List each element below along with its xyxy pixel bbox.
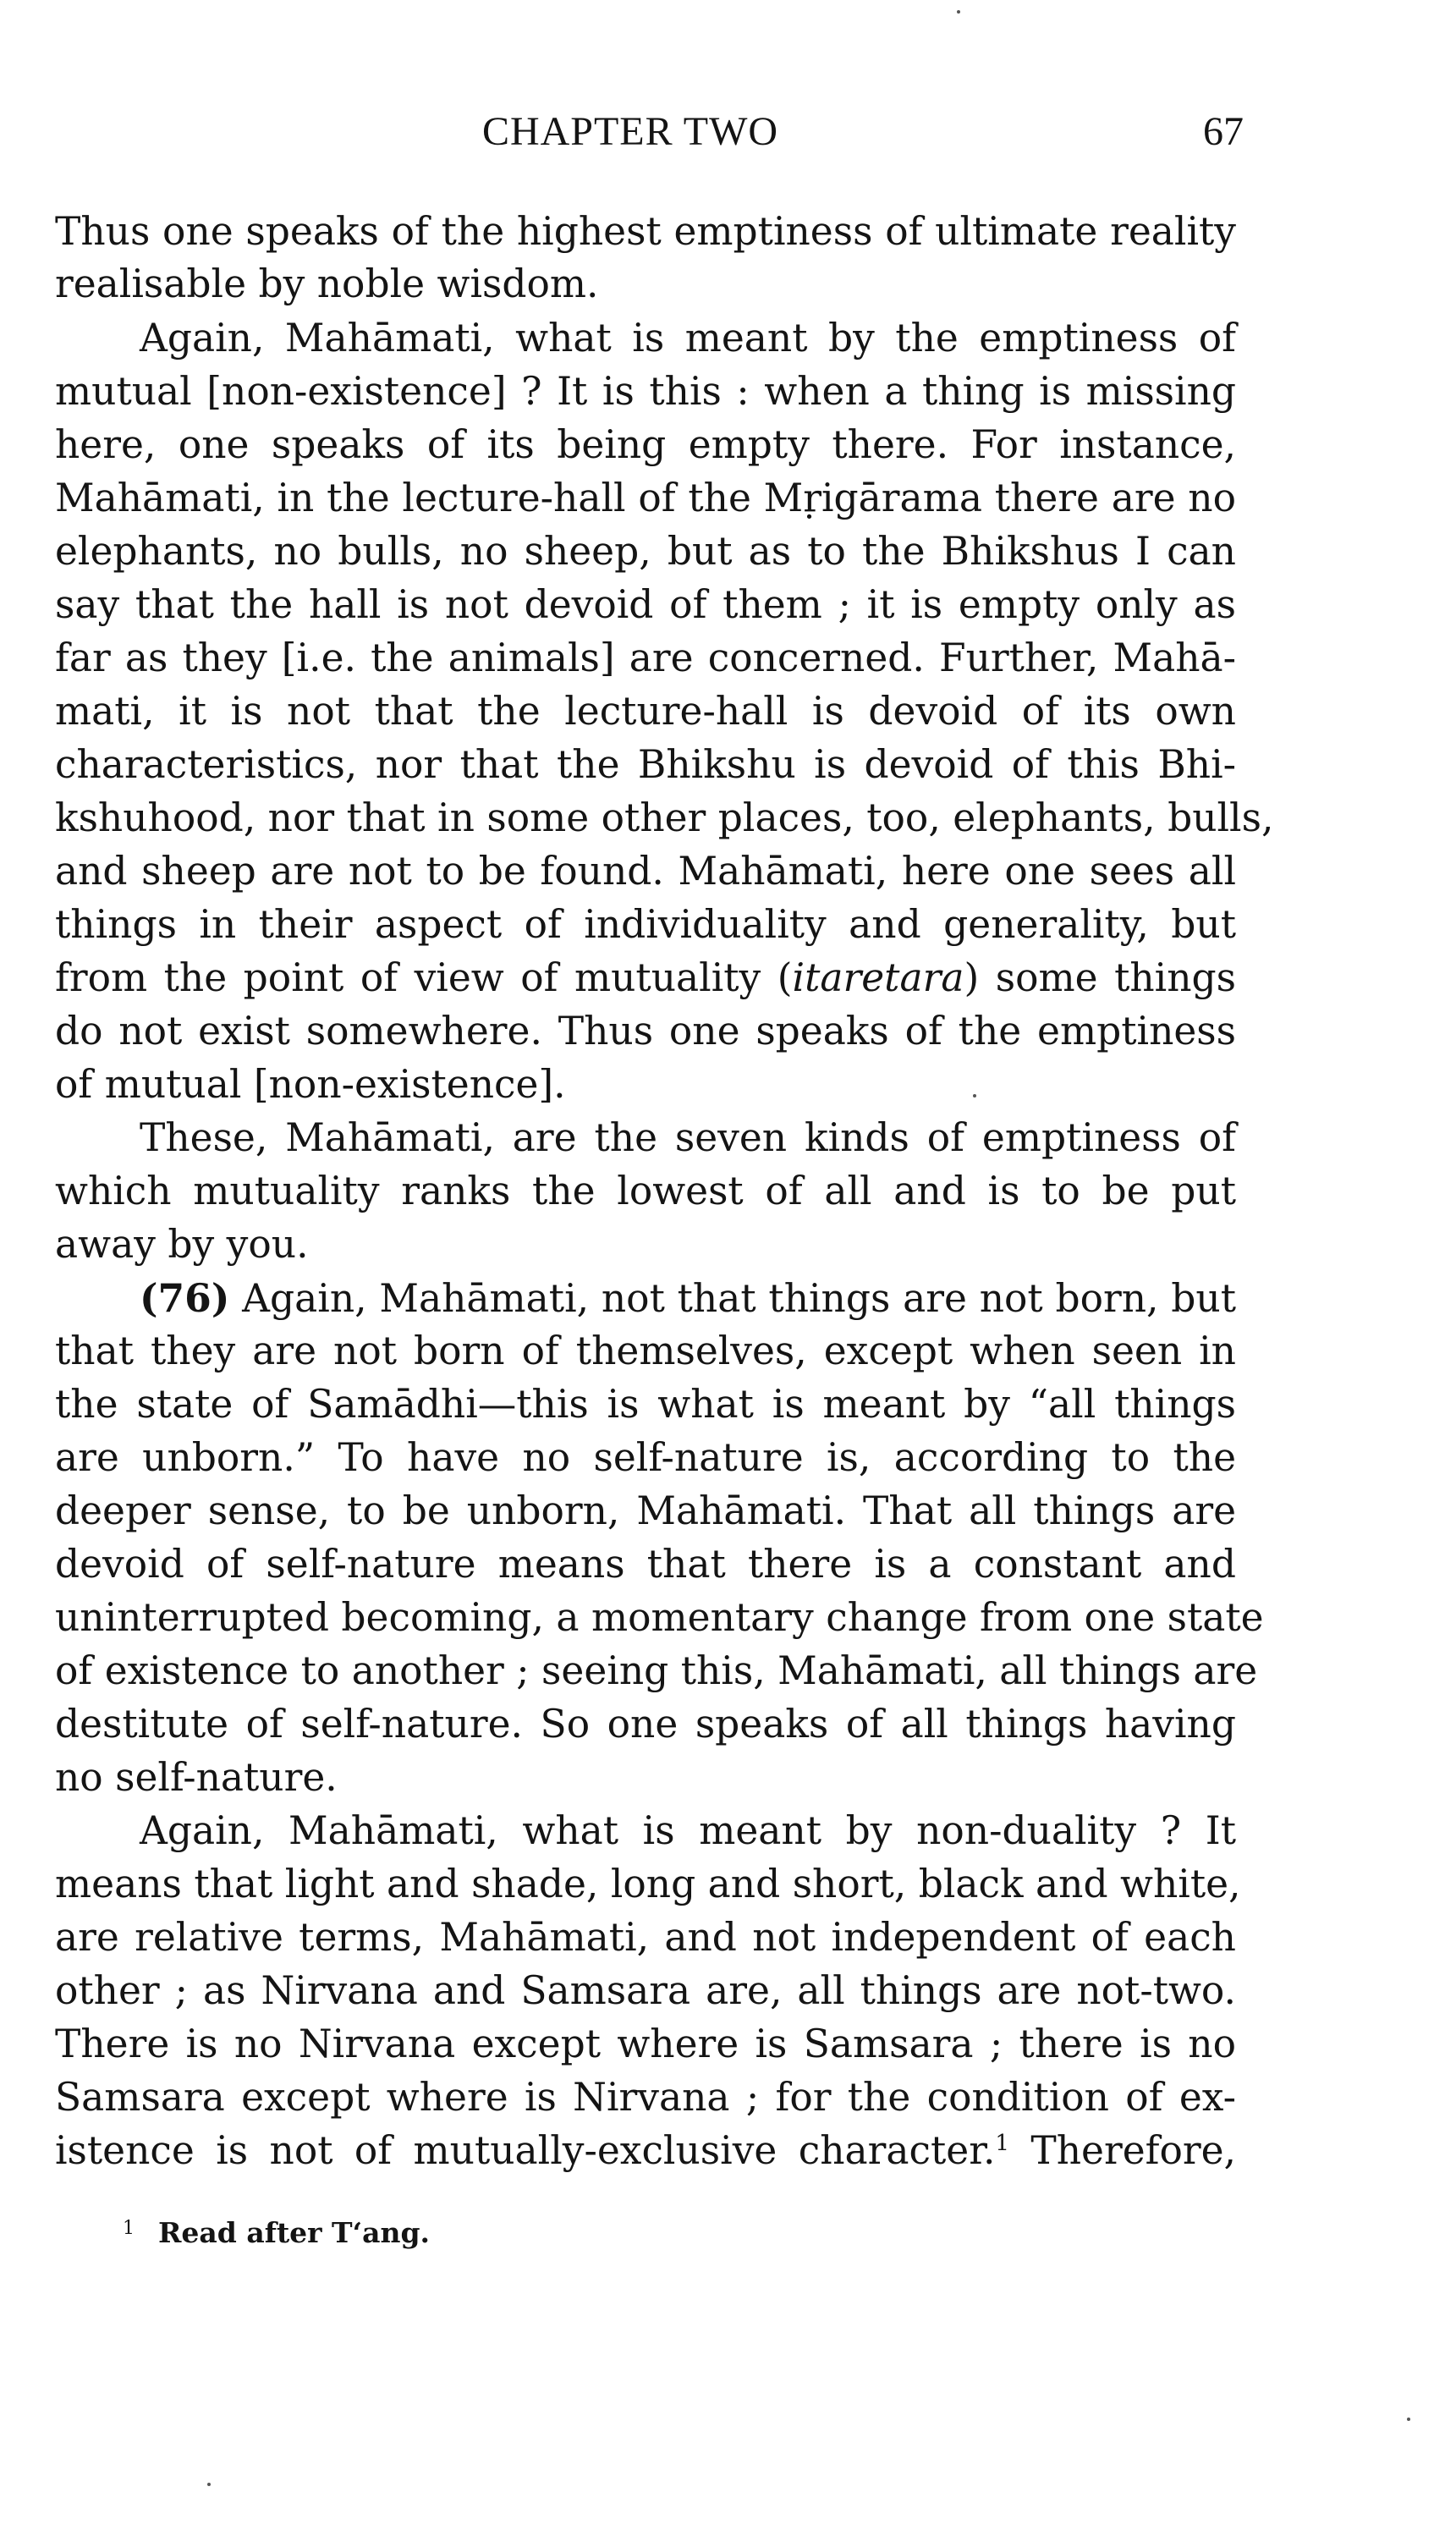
text-line: things in their aspect of individuality and generality, but — [55, 902, 1236, 947]
text-line: other ; as Nirvana and Samsara are, all things are not-two. — [55, 1968, 1236, 2013]
text-line: Again, Mahāmati, what is meant by the emptiness of — [140, 316, 1236, 360]
text-line: realisable by noble wisdom. — [55, 261, 599, 306]
text-line: uninterrupted becoming, a momentary change from one state — [55, 1595, 1264, 1640]
footnote-marker: 1 — [123, 2218, 135, 2239]
scan-speck — [207, 2483, 211, 2486]
text-line: characteristics, nor that the Bhikshu is devoid of this Bhi- — [55, 742, 1236, 787]
text-line: deeper sense, to be unborn, Mahāmati. That all things are — [55, 1488, 1236, 1533]
text-line: do not exist somewhere. Thus one speaks of the emptiness — [55, 1009, 1236, 1053]
text-line: kshuhood, nor that in some other places, too, elephants, bulls, — [55, 795, 1274, 840]
text-line: the state of Samādhi—this is what is meant by “all things — [55, 1382, 1236, 1427]
running-head — [0, 108, 1456, 168]
text-line: that they are not born of themselves, except when seen in — [55, 1329, 1236, 1373]
chapter-title: CHAPTER TWO — [481, 109, 779, 154]
text-line: from the point of view of mutuality (itaretara) some things — [55, 955, 1236, 1000]
text-line: There is no Nirvana except where is Samsara ; there is no — [55, 2022, 1236, 2066]
text-line: mati, it is not that the lecture-hall is devoid of its own — [55, 689, 1236, 734]
text-line: means that light and shade, long and short, black and white, — [55, 1862, 1241, 1906]
text-line: of existence to another ; seeing this, Mahāmati, all things are — [55, 1648, 1258, 1693]
text-line: no self-nature. — [55, 1755, 338, 1800]
text-line: Samsara except where is Nirvana ; for the condition of ex- — [55, 2075, 1236, 2120]
text-line: These, Mahāmati, are the seven kinds of emptiness of — [140, 1115, 1236, 1160]
text-line: say that the hall is not devoid of them ; it is empty only as — [55, 582, 1236, 627]
text-segment: istence is not of mutually-exclusive character. — [55, 2128, 996, 2173]
scan-speck — [957, 10, 960, 14]
scan-speck — [1407, 2418, 1410, 2421]
text-line: of mutual [non-existence]. — [55, 1062, 566, 1107]
text-line: devoid of self-nature means that there is a constant and — [55, 1542, 1236, 1587]
text-line: Mahāmati, in the lecture-hall of the Mṛigārama there are no — [55, 476, 1236, 520]
text-line: Again, Mahāmati, what is meant by non-duality ? It — [140, 1808, 1236, 1853]
text-line: Thus one speaks of the highest emptiness of ultimate reality — [55, 209, 1236, 254]
page-number: 67 — [1203, 109, 1244, 154]
section-number: (76) — [140, 1275, 230, 1321]
text-line: here, one speaks of its being empty there. For instance, — [55, 422, 1236, 467]
footnote — [123, 2208, 430, 2254]
footnote-reference: 1 — [995, 2130, 1009, 2156]
text-line — [140, 1272, 1236, 1324]
text-segment: Therefore, — [1030, 2128, 1237, 2173]
text-line: destitute of self-nature. So one speaks of all things having — [55, 1702, 1236, 1747]
text-line: elephants, no bulls, no sheep, but as to the Bhikshus I can — [55, 529, 1236, 574]
text-segment: some things — [995, 955, 1236, 1000]
text-line: far as they [i.e. the animals] are concerned. Further, Mahā- — [55, 635, 1236, 680]
text-line: are unborn.” To have no self-nature is, according to the — [55, 1435, 1236, 1480]
footnote-text: Read after T‘ang. — [158, 2216, 431, 2249]
italic-term: itaretara — [792, 955, 964, 1000]
text-line: are relative terms, Mahāmati, and not independent of each — [55, 1915, 1236, 1960]
text-segment: from the point of view of mutuality — [55, 955, 761, 1000]
text-segment: Again, Mahāmati, not that things are not born, but — [242, 1276, 1236, 1321]
text-line: mutual [non-existence] ? It is this : when a thing is missing — [55, 369, 1236, 414]
text-line — [55, 2125, 1236, 2177]
text-line: and sheep are not to be found. Mahāmati, here one sees all — [55, 849, 1236, 894]
text-line: which mutuality ranks the lowest of all and is to be put — [55, 1169, 1236, 1213]
text-line: away by you. — [55, 1222, 309, 1267]
scan-speck — [973, 1094, 976, 1097]
